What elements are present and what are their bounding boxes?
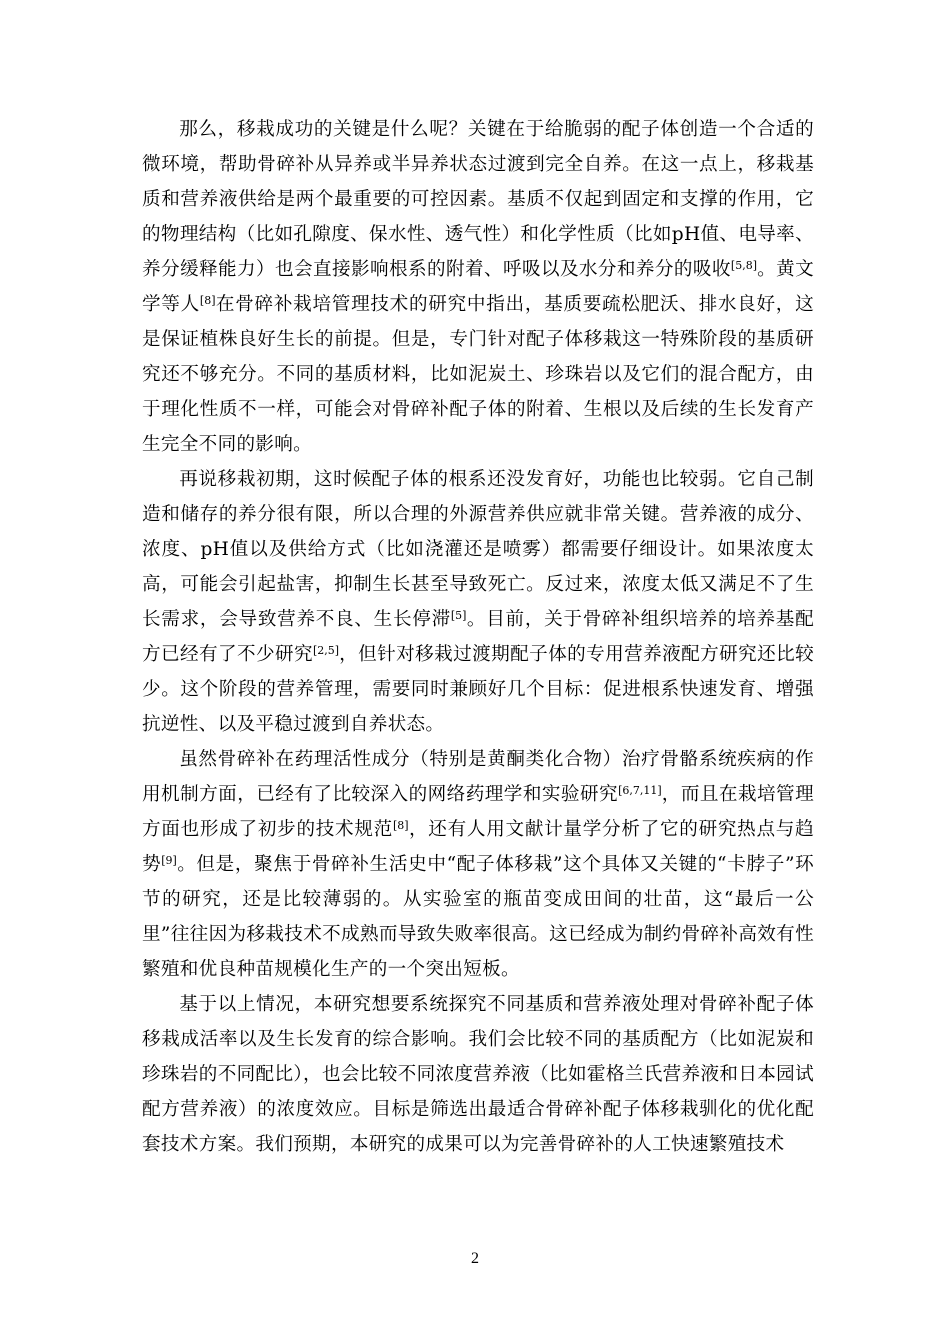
citation-ref: [9] [161, 853, 177, 867]
citation-ref: [8] [392, 818, 409, 832]
paragraph-text: 。黄文学等人 [142, 259, 814, 315]
paragraph-text: 再说移栽初期，这时候配子体的根系还没发育好，功能也比较弱。它自己制造和储存的养分很有限，所以合理的外源营养供应就非常关键。营养液的成分、浓度、pH值以及供给方式（比如浇灌还是喷雾）都需要仔细设计。如果浓度太高，可能会引起盐害，抑制生长甚至导致死亡。反过来，浓度太低又满足不了生长需求，会导致营养不良、生长停滞 [142, 469, 814, 630]
citation-ref: [5] [450, 608, 467, 622]
paragraph-text: 那么，移栽成功的关键是什么呢？关键在于给脆弱的配子体创造一个合适的微环境，帮助骨碎补从异养或半异养状态过渡到完全自养。在这一点上，移栽基质和营养液供给是两个最重要的可控因素。基质不仅起到固定和支撑的作用，它的物理结构（比如孔隙度、保水性、透气性）和化学性质（比如pH值、电导率、养分缓释能力）也会直接影响根系的附着、呼吸以及水分和养分的吸收 [142, 119, 814, 280]
citation-ref: [5,8] [730, 258, 757, 272]
paragraph-text: 虽然骨碎补在药理活性成分（特别是黄酮类化合物）治疗骨骼系统疾病的作用机制方面，已经有了比较深入的网络药理学和实验研究 [142, 749, 814, 805]
paragraph-text: ，还有人用文献计量学分析了它的研究热点与趋势 [142, 819, 814, 875]
body-text [142, 112, 814, 1162]
paragraph-text: ，但针对移栽过渡期配子体的专用营养液配方研究还比较少。这个阶段的营养管理，需要同时兼顾好几个目标：促进根系快速发育、增强抗逆性、以及平稳过渡到自养状态。 [142, 644, 814, 735]
paragraph [142, 112, 814, 462]
citation-ref: [6,7,11] [618, 783, 662, 797]
page-number: 2 [471, 1250, 479, 1267]
paragraph-text: 基于以上情况，本研究想要系统探究不同基质和营养液处理对骨碎补配子体移栽成活率以及生长发育的综合影响。我们会比较不同的基质配方（比如泥炭和珍珠岩的不同配比），也会比较不同浓度营养液（比如霍格兰氏营养液和日本园试配方营养液）的浓度效应。目标是筛选出最适合骨碎补配子体移栽驯化的优化配套技术方案。我们预期，本研究的成果可以为完善骨碎补的人工快速繁殖技术 [142, 994, 814, 1155]
paragraph [142, 462, 814, 742]
paragraph-text: ，而且在栽培管理方面也形成了初步的技术规范 [142, 784, 814, 840]
citation-ref: [8] [199, 293, 216, 307]
paragraph [142, 742, 814, 987]
paragraph-text: 。但是，聚焦于骨碎补生活史中“配子体移栽”这个具体又关键的“卡脖子”环节的研究，还是比较薄弱的。从实验室的瓶苗变成田间的壮苗，这“最后一公里”往往因为移栽技术不成熟而导致失败率很高。这已经成为制约骨碎补高效有性繁殖和优良种苗规模化生产的一个突出短板。 [142, 854, 814, 980]
citation-ref: [2,5] [312, 643, 340, 657]
paragraph [142, 987, 814, 1162]
paragraph-text: 。目前，关于骨碎补组织培养的培养基配方已经有了不少研究 [142, 609, 814, 665]
paragraph-text: 在骨碎补栽培管理技术的研究中指出，基质要疏松肥沃、排水良好，这是保证植株良好生长的前提。但是，专门针对配子体移栽这一特殊阶段的基质研究还不够充分。不同的基质材料，比如泥炭土、珍珠岩以及它们的混合配方，由于理化性质不一样，可能会对骨碎补配子体的附着、生根以及后续的生长发育产生完全不同的影响。 [142, 294, 814, 455]
